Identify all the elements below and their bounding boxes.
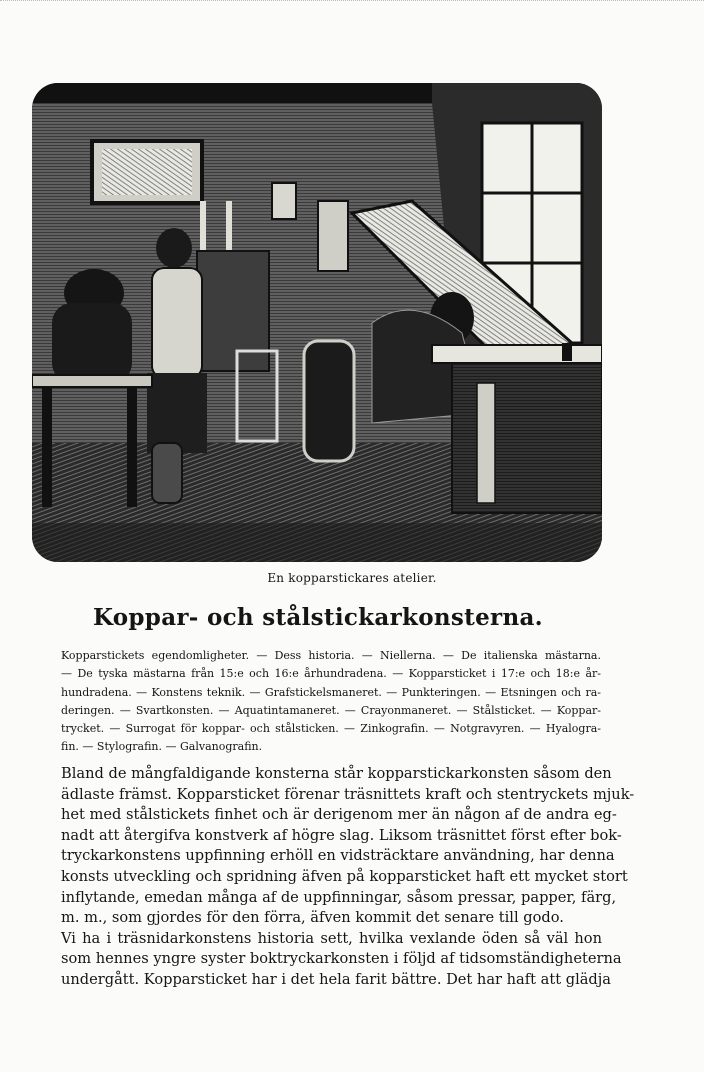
body-line: inflytande, emedan många af de uppfinningar, såsom pressar, papper, färg, xyxy=(61,888,617,906)
page-edge xyxy=(0,0,704,15)
body-line: konsts utveckling och spridning äfven på kopparsticket haft ett mycket stort xyxy=(61,867,628,885)
body-line: m. m., som gjordes för den förra, äfven kommit det senare till godo. xyxy=(61,909,564,927)
body-line: Bland de mångfaldigande konsterna står kopparstickarkonsten såsom den xyxy=(61,765,612,782)
chapter-title: Koppar- och stålstickarkonsterna. xyxy=(93,604,543,631)
chapter-summary xyxy=(61,647,601,757)
summary-line: trycket. — Surrogat för koppar- och stålsticken. — Zinkografin. — Notgravyren. — Hyalogra- xyxy=(61,722,601,736)
body-line: tryckarkonstens uppfinning erhöll en vidsträcktare användning, har denna xyxy=(61,847,615,865)
body-line: nadt att återgifva konstverk af högre slag. Liksom träsnittet först efter bok- xyxy=(61,826,622,844)
summary-line: hundradena. — Konstens teknik. — Grafstickelsmaneret. — Punkteringen. — Etsningen och ra- xyxy=(61,685,601,699)
figure-caption: En kopparstickares atelier. xyxy=(267,571,437,585)
body-line: Vi ha i träsnidarkonstens historia sett, hvilka vexlande öden så väl hon xyxy=(61,929,602,947)
body-text xyxy=(61,764,635,991)
summary-line: Kopparstickets egendomligheter. — Dess historia. — Niellerna. — De italienska mästarna. xyxy=(61,649,601,662)
summary-line: fin. — Stylografin. — Galvanografin. xyxy=(61,740,263,754)
body-line: undergått. Kopparsticket har i det hela farit bättre. Det har haft att glädja xyxy=(61,970,612,988)
body-line: som hennes yngre syster boktryckarkonsten i följd af tidsomständigheterna xyxy=(61,950,622,968)
summary-line: deringen. — Svartkonsten. — Aquatintamaneret. — Crayonmaneret. — Stålsticket. — Koppar- xyxy=(61,703,601,717)
summary-line: — De tyska mästarna från 15:e och 16:e århundradena. — Kopparsticket i 17:e och 18:e år- xyxy=(61,667,601,681)
body-line: het med stålstickets finhet och är derigenom mer än någon af de andra eg- xyxy=(61,806,617,824)
body-line: ädlaste främst. Kopparsticket förenar träsnittets kraft och stentryckets mjuk- xyxy=(61,785,635,803)
engraving-illustration xyxy=(32,83,602,562)
